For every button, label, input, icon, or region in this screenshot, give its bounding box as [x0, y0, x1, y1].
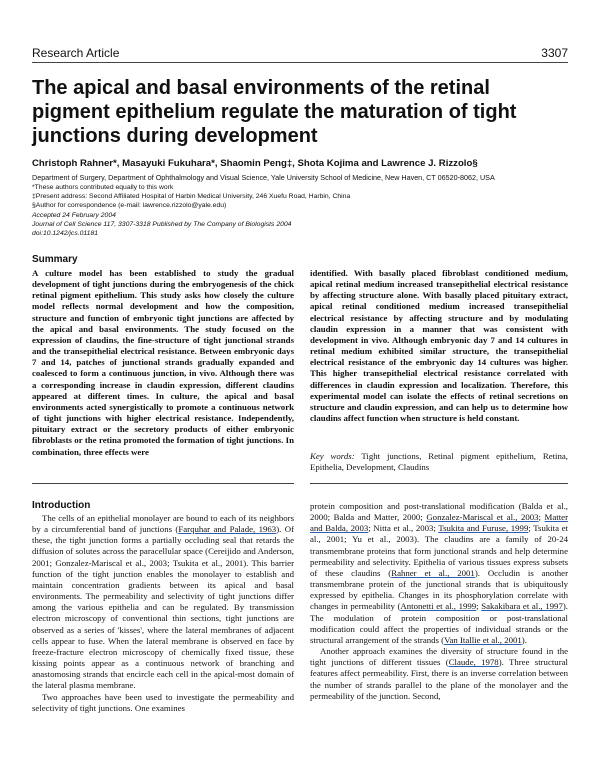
- text-run: ;: [476, 601, 482, 612]
- summary-text-right: identified. With basally placed fibroblast conditioned medium, apical retinal medium increased transepithelial electrical resistance by affecting structure alone. With basally placed pituitary extract, apical retinal conditioned medium increased transepithelial electrical resistance by affecting structure and by modulating claudin expression in a manner that was consistent with development in vivo. Although embryonic day 7 and 14 cultures in retinal medium exhibited similar structure, the transepithelial electrical resistance of the embryonic day 14 cultures was higher. This higher transepithelial electrical resistance correlated with differences in claudin expression and localization. Therefore, this experimental model can isolate the effects of retinal secretions on structure and claudin expression, and can help us to determine how claudins affect function when structure is held constant.: [310, 268, 568, 424]
- summary-separator-right: [310, 483, 568, 484]
- summary-right-column: [310, 268, 568, 424]
- text-run: ).: [521, 634, 527, 645]
- citation-link[interactable]: Tsukita and Furuse, 1999: [438, 523, 529, 534]
- intro-paragraph-continued: [310, 501, 568, 646]
- summary-separator-left: [32, 483, 294, 484]
- introduction-heading: Introduction: [32, 500, 91, 511]
- header-rule: [32, 62, 568, 63]
- text-run: ). Three structural features affect permeability. First, there is an inverse correlation between the number of strands parallel to the plane of the monolayer and the permeability of the junction. Second,: [310, 657, 568, 701]
- summary-left-column: [32, 268, 294, 458]
- note-present-address: ‡Present address: Second Affiliated Hospital of Harbin Medical University, 246 Xuefu Road, Harbin, China: [32, 193, 351, 200]
- page-number: 3307: [541, 46, 568, 60]
- keywords: [310, 451, 568, 473]
- text-run: ;: [538, 512, 545, 523]
- note-correspondence: §Author for correspondence (e-mail: lawrence.rizzolo@yale.edu): [32, 202, 227, 209]
- citation-link[interactable]: Antonetti et al., 1999: [400, 601, 477, 612]
- citation-link[interactable]: Matter and Balda, 2003: [310, 512, 568, 534]
- intro-paragraph-3: [310, 646, 568, 702]
- article-title: The apical and basal environments of the retinal pigment epithelium regulate the maturation of tight junctions during development: [32, 77, 517, 147]
- intro-right-column: [310, 501, 568, 702]
- text-run: ). The modulation of protein composition or post-translational modification could affect the properties of individual strands or the structural arrangement of the strands (: [310, 601, 568, 645]
- citation-link[interactable]: Farquhar and Palade, 1963: [178, 524, 277, 535]
- citation-link[interactable]: Van Itallie et al., 2001: [444, 634, 522, 645]
- citation-link[interactable]: Rahner et al., 2001: [391, 567, 475, 578]
- author-list: Christoph Rahner*, Masayuki Fukuhara*, Shaomin Peng‡, Shota Kojima and Lawrence J. Rizzolo§: [32, 158, 478, 169]
- keywords-text: Tight junctions, Retinal pigment epithelium, Retina, Epithelia, Development, Claudins: [310, 451, 569, 473]
- citation-link[interactable]: Claude, 1978: [448, 657, 499, 668]
- doi: doi:10.1242/jcs.01181: [32, 230, 99, 237]
- author-notes: [32, 183, 572, 210]
- intro-paragraph-1: [32, 513, 294, 692]
- journal-citation: Journal of Cell Science 117, 3307-3318 Published by The Company of Biologists 2004: [32, 221, 292, 228]
- intro-paragraph-2: Two approaches have been used to investigate the permeability and selectivity of tight junctions. One examines: [32, 691, 294, 713]
- note-equal-contribution: *These authors contributed equally to this work: [32, 184, 174, 191]
- section-label: Research Article: [32, 46, 120, 60]
- affiliation: Department of Surgery, Department of Ophthalmology and Visual Science, Yale University School of Medicine, New Haven, CT 06520-8062, USA: [32, 173, 495, 182]
- citation-link[interactable]: Sakakibara et al., 1997: [481, 601, 563, 612]
- accepted-date: Accepted 24 February 2004: [32, 212, 116, 219]
- summary-text-left: A culture model has been established to study the gradual development of tight junctions during the embryogenesis of the chick retinal pigment epithelium. This study asks how closely the culture model reflects normal development and how the composition, structure and function of embryonic tight junctions are affected by the apical and basal environments. The study focused on the expression of claudins, the fine-structure of tight junctional strands and the transepithelial electrical resistance. Between embryonic days 7 and 14, patches of junctional strands gradually expanded and coalesced to form a continuous junction, in vivo. Although there was a corresponding increase in claudin expression, different claudins appeared at different times. In culture, the apical and basal environments acted synergistically to promote a continuous network of tight junctions with higher electrical resistance. Independently, pituitary extract or the secretory products of either embryonic fibroblasts or the retina promoted the formation of tight junctions. In combination, three effects were: [32, 268, 294, 457]
- intro-left-column: [32, 513, 294, 714]
- citation-link[interactable]: Gonzalez-Mariscal et al., 2003: [426, 512, 539, 523]
- text-run: ). Occludin is another transmembrane protein of the junctional strands that is ubiquitously expressed by epithelia. Changes in its phosphorylation correlate with changes in permeability (: [310, 567, 569, 612]
- text-run: ; Tsukita et al., 2001; Yu et al., 2003). The claudins are a family of 20-24 transmembrane proteins that form junctional strands and help determine permeability and selectivity. Epithelia of various tissues express subsets of these claudins (: [310, 523, 568, 578]
- text-run: ). Of these, the tight junction forms a partially occluding seal that retards the diffusion of solutes across the paracellular space (Cereijido and Anderson, 2001; Gonzalez-Mariscal et al., 2003; Tsukita et al., 2001). This barrier function of the tight junction enables the monolayer to establish and maintain concentration gradients between its apical and basal environments. The permeability and selectivity of tight junctions differ among the various epithelia and can be regulated. By transmission electron microscopy of conventional thin sections, tight junctions are observed as a series of 'kisses', where the lateral membranes of adjacent cells appear to fuse. When the lateral membrane is observed en face by freeze-fracture electron microscopy of chemically fixed tissue, these kissing points appear as a continuous network of branching and anastomosing strands that encircle each cell in the apical-most domain of the lateral plasma membrane.: [32, 524, 294, 691]
- keywords-label: Key words:: [310, 451, 355, 461]
- publication-info: [32, 211, 572, 238]
- text-run: The cells of an epithelial monolayer are bound to each of its neighbors by a circumferential band of junctions (: [32, 513, 294, 535]
- running-header: [32, 44, 568, 62]
- text-run: Another approach examines the diversity of structure found in the tight junctions of different tissues (: [310, 646, 568, 668]
- text-run: protein composition and post-translational modification (Balda et al., 2000; Balda and Matter, 2000;: [310, 501, 568, 523]
- summary-heading: Summary: [32, 254, 78, 265]
- text-run: ; Nitta et al., 2003;: [368, 523, 439, 534]
